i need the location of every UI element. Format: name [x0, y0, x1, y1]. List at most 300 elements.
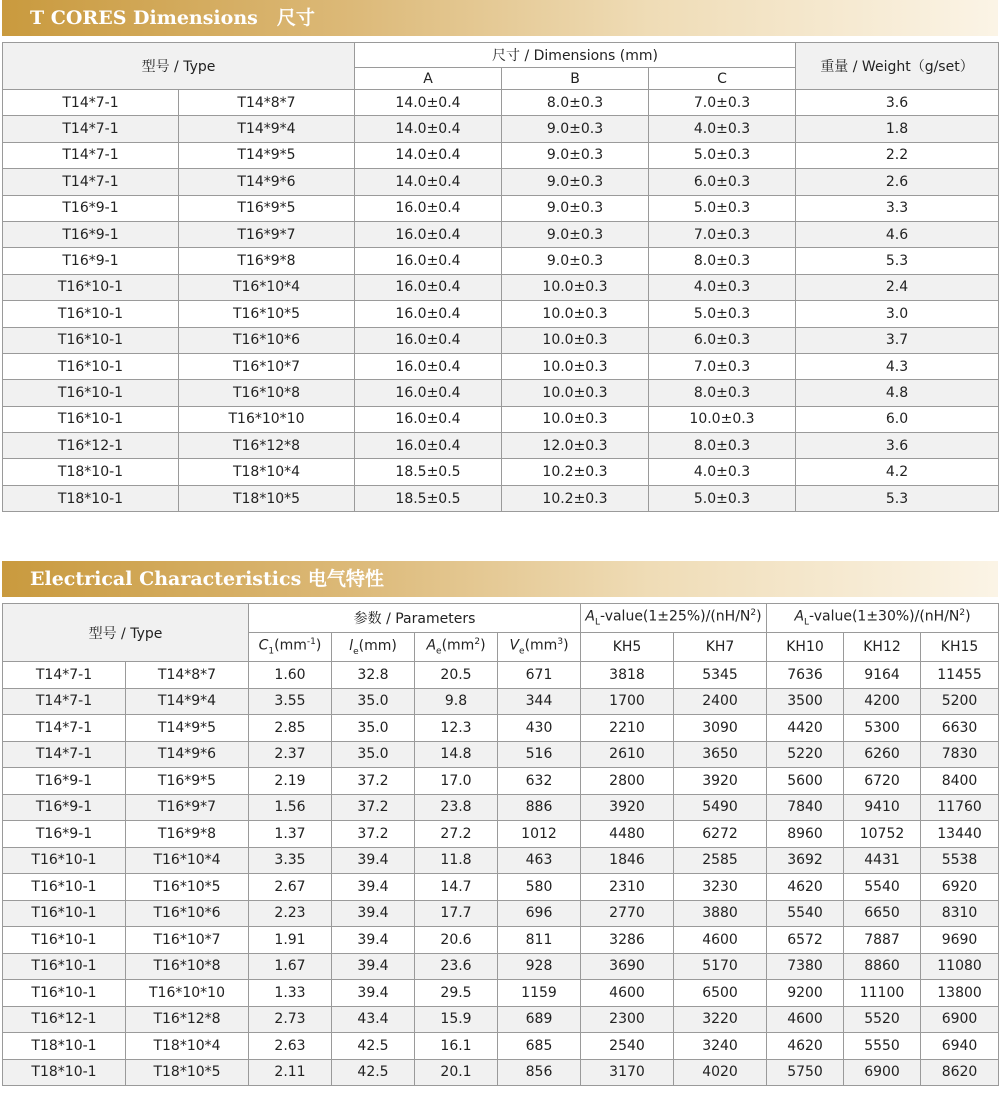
- table-cell: 6630: [921, 715, 999, 742]
- table-cell: 3692: [767, 847, 844, 874]
- table-cell: 16.0±0.4: [355, 353, 502, 379]
- table-cell: 5540: [844, 874, 921, 901]
- table-cell: 4.3: [796, 353, 999, 379]
- table-cell: 3170: [581, 1059, 674, 1086]
- table-cell: 3090: [674, 715, 767, 742]
- table-cell: 8960: [767, 821, 844, 848]
- table-cell: 9164: [844, 662, 921, 689]
- table-row: [3, 847, 999, 874]
- table-cell: 2.11: [249, 1059, 332, 1086]
- table-cell: 3286: [581, 927, 674, 954]
- table-cell: 16.0±0.4: [355, 327, 502, 353]
- table-cell: 2.19: [249, 768, 332, 795]
- table-cell: T16*10-1: [3, 274, 179, 300]
- table-cell: T16*9-1: [3, 195, 179, 221]
- table-cell: 8620: [921, 1059, 999, 1086]
- table-cell: 5.0±0.3: [649, 195, 796, 221]
- table-cell: 16.0±0.4: [355, 406, 502, 432]
- table-cell: 10.0±0.3: [502, 353, 649, 379]
- table-cell: 9.8: [415, 688, 498, 715]
- table-cell: T16*9-1: [3, 221, 179, 247]
- table-cell: 3.35: [249, 847, 332, 874]
- table-cell: 39.4: [332, 900, 415, 927]
- table-cell: T16*10*4: [126, 847, 249, 874]
- dimensions-header: 尺寸 / Dimensions (mm): [355, 43, 796, 68]
- table-cell: 8.0±0.3: [502, 90, 649, 116]
- table-cell: 928: [498, 953, 581, 980]
- table-row: [3, 953, 999, 980]
- table-cell: 4.0±0.3: [649, 459, 796, 485]
- table-row: [3, 662, 999, 689]
- table-cell: T14*7-1: [3, 169, 179, 195]
- table-cell: 4600: [581, 980, 674, 1007]
- table-row: [3, 768, 999, 795]
- table-cell: 12.0±0.3: [502, 433, 649, 459]
- section-banner-electrical: [2, 561, 998, 597]
- table-cell: 4.0±0.3: [649, 274, 796, 300]
- table-cell: T16*9-1: [3, 794, 126, 821]
- table-cell: 2.4: [796, 274, 999, 300]
- table-cell: 23.8: [415, 794, 498, 821]
- table-cell: 42.5: [332, 1033, 415, 1060]
- table-cell: 20.5: [415, 662, 498, 689]
- table-cell: 39.4: [332, 980, 415, 1007]
- table-cell: 3500: [767, 688, 844, 715]
- table-cell: 16.0±0.4: [355, 248, 502, 274]
- table-cell: 10.0±0.3: [502, 380, 649, 406]
- table-cell: 23.6: [415, 953, 498, 980]
- table-cell: 9.0±0.3: [502, 142, 649, 168]
- table-cell: 3240: [674, 1033, 767, 1060]
- table-cell: T16*10*10: [179, 406, 355, 432]
- table-cell: 37.2: [332, 768, 415, 795]
- table-row: [3, 927, 999, 954]
- table-cell: 7636: [767, 662, 844, 689]
- table-cell: 856: [498, 1059, 581, 1086]
- table-cell: 7840: [767, 794, 844, 821]
- table-cell: 20.1: [415, 1059, 498, 1086]
- table-cell: 16.0±0.4: [355, 433, 502, 459]
- table-cell: 1012: [498, 821, 581, 848]
- table-cell: T16*10*6: [126, 900, 249, 927]
- table-cell: 3.6: [796, 90, 999, 116]
- table-row: [3, 301, 999, 327]
- table-cell: 2.2: [796, 142, 999, 168]
- table-cell: T16*10-1: [3, 900, 126, 927]
- table-cell: T16*10-1: [3, 953, 126, 980]
- table-cell: 14.8: [415, 741, 498, 768]
- type-header: 型号 / Type: [3, 604, 249, 662]
- table-cell: 4480: [581, 821, 674, 848]
- table-cell: 1700: [581, 688, 674, 715]
- table-cell: 4431: [844, 847, 921, 874]
- ve-header: $V_e(mm^3)$: [498, 633, 581, 662]
- table-cell: T14*9*4: [126, 688, 249, 715]
- table-row: [3, 116, 999, 142]
- table-cell: 39.4: [332, 953, 415, 980]
- table-cell: T14*9*6: [126, 741, 249, 768]
- table-cell: 9410: [844, 794, 921, 821]
- table-cell: 5490: [674, 794, 767, 821]
- table-cell: 16.0±0.4: [355, 221, 502, 247]
- table-cell: 3690: [581, 953, 674, 980]
- table-cell: 10.0±0.3: [502, 406, 649, 432]
- table-row: [3, 794, 999, 821]
- table-cell: 4.6: [796, 221, 999, 247]
- table-cell: T16*12-1: [3, 1006, 126, 1033]
- table-cell: 18.5±0.5: [355, 485, 502, 511]
- table-cell: T18*10*4: [179, 459, 355, 485]
- table-cell: T14*8*7: [126, 662, 249, 689]
- table-cell: 430: [498, 715, 581, 742]
- electrical-table: [2, 603, 999, 1086]
- table-cell: T18*10*5: [179, 485, 355, 511]
- table-cell: 5.0±0.3: [649, 142, 796, 168]
- table-cell: 10.0±0.3: [502, 301, 649, 327]
- table-cell: T18*10-1: [3, 1059, 126, 1086]
- table-cell: 16.0±0.4: [355, 301, 502, 327]
- table-cell: 4420: [767, 715, 844, 742]
- table-cell: 17.7: [415, 900, 498, 927]
- table-row: [3, 142, 999, 168]
- table-cell: 2770: [581, 900, 674, 927]
- table-cell: 685: [498, 1033, 581, 1060]
- table-cell: T16*10-1: [3, 847, 126, 874]
- table-cell: 15.9: [415, 1006, 498, 1033]
- table-row: [3, 327, 999, 353]
- table-row: [3, 459, 999, 485]
- table-cell: 3650: [674, 741, 767, 768]
- table-cell: 2310: [581, 874, 674, 901]
- table-cell: T16*10*10: [126, 980, 249, 1007]
- table-cell: T16*10*4: [179, 274, 355, 300]
- table-cell: 6260: [844, 741, 921, 768]
- table-cell: 7.0±0.3: [649, 353, 796, 379]
- table-cell: 5750: [767, 1059, 844, 1086]
- table-row: [3, 433, 999, 459]
- table-cell: T14*7-1: [3, 715, 126, 742]
- table-cell: 6272: [674, 821, 767, 848]
- table-cell: 12.3: [415, 715, 498, 742]
- table-cell: 37.2: [332, 821, 415, 848]
- table-row: [3, 1033, 999, 1060]
- table-cell: 7380: [767, 953, 844, 980]
- table-cell: 8860: [844, 953, 921, 980]
- table-cell: 14.0±0.4: [355, 90, 502, 116]
- table-cell: 5520: [844, 1006, 921, 1033]
- c1-header: $C_1(mm^{-1})$: [249, 633, 332, 662]
- table-cell: 8400: [921, 768, 999, 795]
- table-cell: T16*10-1: [3, 353, 179, 379]
- table-cell: T16*9-1: [3, 248, 179, 274]
- table-cell: T16*10*5: [126, 874, 249, 901]
- table-cell: T14*8*7: [179, 90, 355, 116]
- table-cell: T16*9*7: [179, 221, 355, 247]
- table-cell: 10.0±0.3: [502, 274, 649, 300]
- table-cell: 13440: [921, 821, 999, 848]
- table-cell: 5.3: [796, 248, 999, 274]
- table-cell: 6.0±0.3: [649, 327, 796, 353]
- table-cell: T16*9-1: [3, 821, 126, 848]
- table-cell: 9200: [767, 980, 844, 1007]
- table-cell: T14*9*4: [179, 116, 355, 142]
- table-cell: 3230: [674, 874, 767, 901]
- table-cell: 9.0±0.3: [502, 116, 649, 142]
- table-cell: T16*9*8: [179, 248, 355, 274]
- table-cell: 2540: [581, 1033, 674, 1060]
- table-cell: T16*9*8: [126, 821, 249, 848]
- table-cell: 6500: [674, 980, 767, 1007]
- table-cell: 6572: [767, 927, 844, 954]
- section-banner-dimensions: [2, 0, 998, 36]
- al-25-header: $A_L-value(1\pm 25\%)/(nH/N^2)$: [581, 604, 767, 633]
- table-cell: 8.0±0.3: [649, 248, 796, 274]
- table-cell: T14*9*5: [126, 715, 249, 742]
- table-cell: 11100: [844, 980, 921, 1007]
- table-cell: T16*10-1: [3, 380, 179, 406]
- table-cell: 5200: [921, 688, 999, 715]
- table-cell: T16*10*7: [179, 353, 355, 379]
- table-cell: 14.0±0.4: [355, 169, 502, 195]
- table-cell: 4600: [674, 927, 767, 954]
- table-cell: 6.0: [796, 406, 999, 432]
- parameters-header: 参数 / Parameters: [249, 604, 581, 633]
- table-cell: 886: [498, 794, 581, 821]
- table-cell: 6940: [921, 1033, 999, 1060]
- table-row: [3, 380, 999, 406]
- table-cell: 6920: [921, 874, 999, 901]
- table-cell: T14*7-1: [3, 662, 126, 689]
- le-header: $l_e(mm)$: [332, 633, 415, 662]
- table-cell: 18.5±0.5: [355, 459, 502, 485]
- kh15-header: KH15: [921, 633, 999, 662]
- table-cell: 1.60: [249, 662, 332, 689]
- table-cell: 11760: [921, 794, 999, 821]
- table-cell: 811: [498, 927, 581, 954]
- table-cell: 1.8: [796, 116, 999, 142]
- table-cell: T16*10-1: [3, 874, 126, 901]
- table-cell: T16*12*8: [179, 433, 355, 459]
- table-row: [3, 353, 999, 379]
- table-row: [3, 248, 999, 274]
- table-cell: 39.4: [332, 847, 415, 874]
- table-cell: T16*10*8: [179, 380, 355, 406]
- table-cell: 5538: [921, 847, 999, 874]
- table-row: [3, 1006, 999, 1033]
- table-cell: 16.1: [415, 1033, 498, 1060]
- table-cell: 9.0±0.3: [502, 248, 649, 274]
- table-cell: 10.2±0.3: [502, 459, 649, 485]
- table-cell: 39.4: [332, 874, 415, 901]
- table-cell: T16*9*5: [179, 195, 355, 221]
- table-cell: 11455: [921, 662, 999, 689]
- table-cell: 6900: [921, 1006, 999, 1033]
- table-cell: T16*10-1: [3, 927, 126, 954]
- dim-a-header: A: [355, 68, 502, 90]
- table-row: [3, 715, 999, 742]
- table-cell: 35.0: [332, 741, 415, 768]
- table-cell: 8310: [921, 900, 999, 927]
- table-cell: 37.2: [332, 794, 415, 821]
- dim-b-header: B: [502, 68, 649, 90]
- table-cell: 14.7: [415, 874, 498, 901]
- table-cell: 689: [498, 1006, 581, 1033]
- table-cell: 2.23: [249, 900, 332, 927]
- table-cell: 2300: [581, 1006, 674, 1033]
- table-row: [3, 406, 999, 432]
- table-cell: T14*9*6: [179, 169, 355, 195]
- kh10-header: KH10: [767, 633, 844, 662]
- table-cell: 35.0: [332, 715, 415, 742]
- table-cell: T16*10*5: [179, 301, 355, 327]
- table-cell: T16*10*8: [126, 953, 249, 980]
- table-cell: 43.4: [332, 1006, 415, 1033]
- table-cell: 35.0: [332, 688, 415, 715]
- table-cell: 3.7: [796, 327, 999, 353]
- table-row: [3, 741, 999, 768]
- table-cell: 3818: [581, 662, 674, 689]
- table-cell: 6720: [844, 768, 921, 795]
- table-cell: 3920: [581, 794, 674, 821]
- table-cell: 3.55: [249, 688, 332, 715]
- kh5-header: KH5: [581, 633, 674, 662]
- table-cell: 4.8: [796, 380, 999, 406]
- table-cell: 580: [498, 874, 581, 901]
- table-cell: 5.0±0.3: [649, 301, 796, 327]
- table-row: [3, 221, 999, 247]
- table-cell: 9.0±0.3: [502, 221, 649, 247]
- table-cell: 696: [498, 900, 581, 927]
- table-cell: T16*10-1: [3, 406, 179, 432]
- table-cell: 2.6: [796, 169, 999, 195]
- table-cell: 17.0: [415, 768, 498, 795]
- table-cell: T18*10-1: [3, 1033, 126, 1060]
- kh7-header: KH7: [674, 633, 767, 662]
- table-cell: 1846: [581, 847, 674, 874]
- table-cell: 4620: [767, 1033, 844, 1060]
- table-cell: 9690: [921, 927, 999, 954]
- table-cell: 9.0±0.3: [502, 195, 649, 221]
- table-cell: T18*10*5: [126, 1059, 249, 1086]
- table-cell: 4200: [844, 688, 921, 715]
- table-cell: 20.6: [415, 927, 498, 954]
- table-cell: 516: [498, 741, 581, 768]
- table-cell: 29.5: [415, 980, 498, 1007]
- al-30-header: $A_L-value(1\pm 30\%)/(nH/N^2)$: [767, 604, 999, 633]
- table-cell: 2.73: [249, 1006, 332, 1033]
- weight-header: 重量 / Weight（g/set）: [796, 43, 999, 90]
- table-cell: 1.33: [249, 980, 332, 1007]
- table-cell: 3.0: [796, 301, 999, 327]
- table-cell: 3220: [674, 1006, 767, 1033]
- table-cell: T18*10-1: [3, 485, 179, 511]
- table-cell: 5170: [674, 953, 767, 980]
- table-cell: 32.8: [332, 662, 415, 689]
- table-cell: 3.6: [796, 433, 999, 459]
- table-cell: T16*10-1: [3, 327, 179, 353]
- table-cell: T16*12-1: [3, 433, 179, 459]
- table-cell: T16*10-1: [3, 980, 126, 1007]
- table-cell: 463: [498, 847, 581, 874]
- table-cell: 2.85: [249, 715, 332, 742]
- table-cell: 10752: [844, 821, 921, 848]
- table-cell: 1.56: [249, 794, 332, 821]
- table-cell: 4.0±0.3: [649, 116, 796, 142]
- table-row: [3, 169, 999, 195]
- table-cell: T14*7-1: [3, 741, 126, 768]
- table-cell: 4020: [674, 1059, 767, 1086]
- table-cell: 7830: [921, 741, 999, 768]
- table-cell: 671: [498, 662, 581, 689]
- table-cell: 14.0±0.4: [355, 116, 502, 142]
- section-title-dimensions: T CORES Dimensions 尺寸: [30, 7, 315, 29]
- table-cell: T16*10*6: [179, 327, 355, 353]
- table-cell: 7.0±0.3: [649, 90, 796, 116]
- table-cell: 2585: [674, 847, 767, 874]
- table-cell: 2.67: [249, 874, 332, 901]
- table-cell: 4620: [767, 874, 844, 901]
- table-cell: 6900: [844, 1059, 921, 1086]
- table-cell: 7.0±0.3: [649, 221, 796, 247]
- table-cell: 3.3: [796, 195, 999, 221]
- table-cell: 1.37: [249, 821, 332, 848]
- table-cell: 6650: [844, 900, 921, 927]
- dimensions-table: [2, 42, 999, 512]
- section-title-electrical: Electrical Characteristics 电气特性: [30, 568, 384, 590]
- table-cell: 10.0±0.3: [649, 406, 796, 432]
- table-cell: 5600: [767, 768, 844, 795]
- table-cell: 7887: [844, 927, 921, 954]
- table-cell: 1.67: [249, 953, 332, 980]
- table-cell: T14*7-1: [3, 90, 179, 116]
- table-cell: 1159: [498, 980, 581, 1007]
- table-cell: T16*10-1: [3, 301, 179, 327]
- table-cell: 2210: [581, 715, 674, 742]
- table-cell: 16.0±0.4: [355, 380, 502, 406]
- table-cell: 3880: [674, 900, 767, 927]
- table-cell: 632: [498, 768, 581, 795]
- table-cell: 10.2±0.3: [502, 485, 649, 511]
- table-cell: T14*9*5: [179, 142, 355, 168]
- table-row: [3, 900, 999, 927]
- table-cell: T16*9-1: [3, 768, 126, 795]
- table-cell: 2400: [674, 688, 767, 715]
- table-cell: 5550: [844, 1033, 921, 1060]
- table-cell: 2.37: [249, 741, 332, 768]
- table-cell: T14*7-1: [3, 116, 179, 142]
- kh12-header: KH12: [844, 633, 921, 662]
- table-cell: 5.0±0.3: [649, 485, 796, 511]
- table-cell: 27.2: [415, 821, 498, 848]
- dim-c-header: C: [649, 68, 796, 90]
- table-cell: T16*12*8: [126, 1006, 249, 1033]
- table-cell: 16.0±0.4: [355, 274, 502, 300]
- table-cell: 11080: [921, 953, 999, 980]
- table-row: [3, 485, 999, 511]
- table-cell: T14*7-1: [3, 688, 126, 715]
- table-cell: 4.2: [796, 459, 999, 485]
- table-row: [3, 874, 999, 901]
- table-cell: 39.4: [332, 927, 415, 954]
- table-row: [3, 688, 999, 715]
- table-cell: 16.0±0.4: [355, 195, 502, 221]
- table-cell: 2.63: [249, 1033, 332, 1060]
- table-cell: 8.0±0.3: [649, 380, 796, 406]
- table-cell: 8.0±0.3: [649, 433, 796, 459]
- table-cell: 5220: [767, 741, 844, 768]
- table-cell: T16*10*7: [126, 927, 249, 954]
- table-cell: T18*10*4: [126, 1033, 249, 1060]
